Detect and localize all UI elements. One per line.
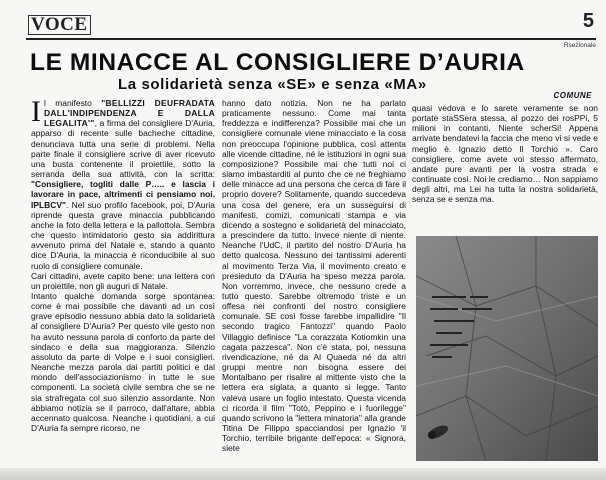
newspaper-logo: VOCE bbox=[28, 14, 91, 35]
threat-quote: "Consigliere, togliti dalle P….. e lascia i lavorare in pace, altrimenti ci pensiamo noi. IPLBCV" bbox=[31, 179, 215, 210]
paragraph-2: Cari cittadini, avete capito bene: una lettera con un proiettile, non gli auguri di Natale. bbox=[31, 270, 215, 291]
body-text: . Nel suo profilo facebook, poi, D'Auria riprende questa grave minaccia pubblicando anche la foto della lettera e la pallottola. Sembra che questo intimidatorio gesto sia addirittura avvenuto prima del Natale e, stando a quanto dice D'Auria, la minaccia è riconducibile al suo ruolo di consigliere comunale. bbox=[31, 199, 215, 271]
section-label: Rsezionale bbox=[563, 42, 596, 49]
threat-letter-photo bbox=[416, 236, 598, 461]
article-subheadline: La solidarietà senza «SE» e senza «MA» bbox=[118, 76, 427, 93]
manifesto-title: "BELLIZZI DEUFRADATA DALL'INDIPENDENZA E DALLA LEGALITA'" bbox=[44, 98, 215, 129]
drop-cap: I bbox=[31, 98, 41, 128]
paragraph-3: Intanto qualche domanda sorge spontanea: come è mai possibile che davanti ad un così grave episodio nessuno abbia dato la solidarietà al consigliere D'Auria? Per questo vile gesto non ha avuto nessuna parola di conforto da parte del sindaco e della sua maggioranza. Silenzio assoluto da parte di Volpe e i suoi consiglieri. Neanche mezza parola dai partiti politici e dal mondo dell'associazionismo in tutte le sue componenti. La società civile sembra che se ne sia strafregata col suo silenzio assordante. Non abbiamo notizia se il parroco, dall'altare, abbia accennato qualcosa. Neanche i quotidiani, a cui D'Auria fa sempre ricorso, ne bbox=[31, 290, 215, 433]
article-section-tag: COMUNE bbox=[553, 91, 592, 100]
body-text: , a firma del consigliere D'Auria, apparso di recente sulle bacheche cittadine, denunciava tutta una serie di problemi. Nella parte finale il consigliere scrive di aver ricevuto una busta contenente il proiettile, sotto la serranda della sua attività, con la scritta: bbox=[31, 118, 215, 180]
article-headline: LE MINACCE AL CONSIGLIERE D’AURIA bbox=[30, 49, 525, 76]
article-column-2 bbox=[222, 98, 406, 470]
header-rule bbox=[26, 38, 596, 40]
crumpled-paper-image bbox=[416, 236, 598, 461]
article-column-1 bbox=[31, 98, 215, 470]
article-column-3 bbox=[412, 103, 598, 233]
paragraph-4: hanno dato notizia. Non ne ha parlato praticamente nessuno. Come mai tanta freddezza e indifferenza? Possibile mai che un consigliere comunale viene minacciato e la cosa non preoccupa l'opinione pubblica, così attenta alle vicende cittadine, né le istituzioni in ogni sua composizione? Possibile mai che tutti noi ci siamo imbastarditi al punto che ce ne freghiamo delle minacce ad una persona che cerca di fare il proprio dovere? Solitamente, quando succedeva una cosa del genere, era un susseguirsi di manifesti, comizi, comunicati stampa e via dicendo a sostegno e solidarietà del minacciato, a prescindere da tutto. Invece niente di niente. Neanche l'UdC, il partito del nostro D'Auria ha detto qualcosa. Nessuno dei tantissimi aderenti al movimento Terza Via, il movimento creato e presieduto da D'Auria ha speso mezza parola. Non vorremmo, invece, che nessuno crede a tutto questo. Sarebbe oltremodo triste e un offesa nei confronti del nostro consigliere comunale. SE così fosse farebbe impallidire "Il secondo tragico Fantozzi" quando Paolo Villaggio definisce "La corazzata Kotiomkin una cagata pazzesca". Non c'è stata, poi, nessuna rivendicazione, né da Al Quaeda né da altri gruppi mentre non bisogna essere dei Montalbano per risalire al mittente visto che la lettera era siglata, a quanto si legge. Tanto valeva usare un foglio intestato. Questa vicenda ci ricorda il film "Totò, Peppino e i fuorilegge" quando scrivono la "lettera minatoria" alla grande Titina De Filippo spacciandosi per Ignazio 'il Torchio, terribile brigante dell'epoca: « Signora, siete bbox=[222, 98, 406, 454]
page-bottom-edge bbox=[0, 468, 606, 480]
paragraph-5: quasi vedova e lo sarete veramente se non portate staSSera stessa, al pozzo dei rosPPi, 5 milioni in contanti. Niente scherSi! Appena arrivate bendatevi la faccia che meno vi si vede e meglio è. Ignazio detto Il Torchio ». Caro consigliere, come avete voi stesso affermato, andate pure avanti per la vostra strada e continuate così. Noi le crediamo… Non sappiamo degli altri, ma Lei ha tutta la nostra solidarietà, senza se e senza ma. bbox=[412, 103, 598, 205]
lead-text: l manifesto bbox=[44, 98, 102, 108]
masthead bbox=[28, 14, 91, 36]
paragraph-1 bbox=[31, 98, 215, 271]
page-number: 5 bbox=[582, 10, 594, 32]
